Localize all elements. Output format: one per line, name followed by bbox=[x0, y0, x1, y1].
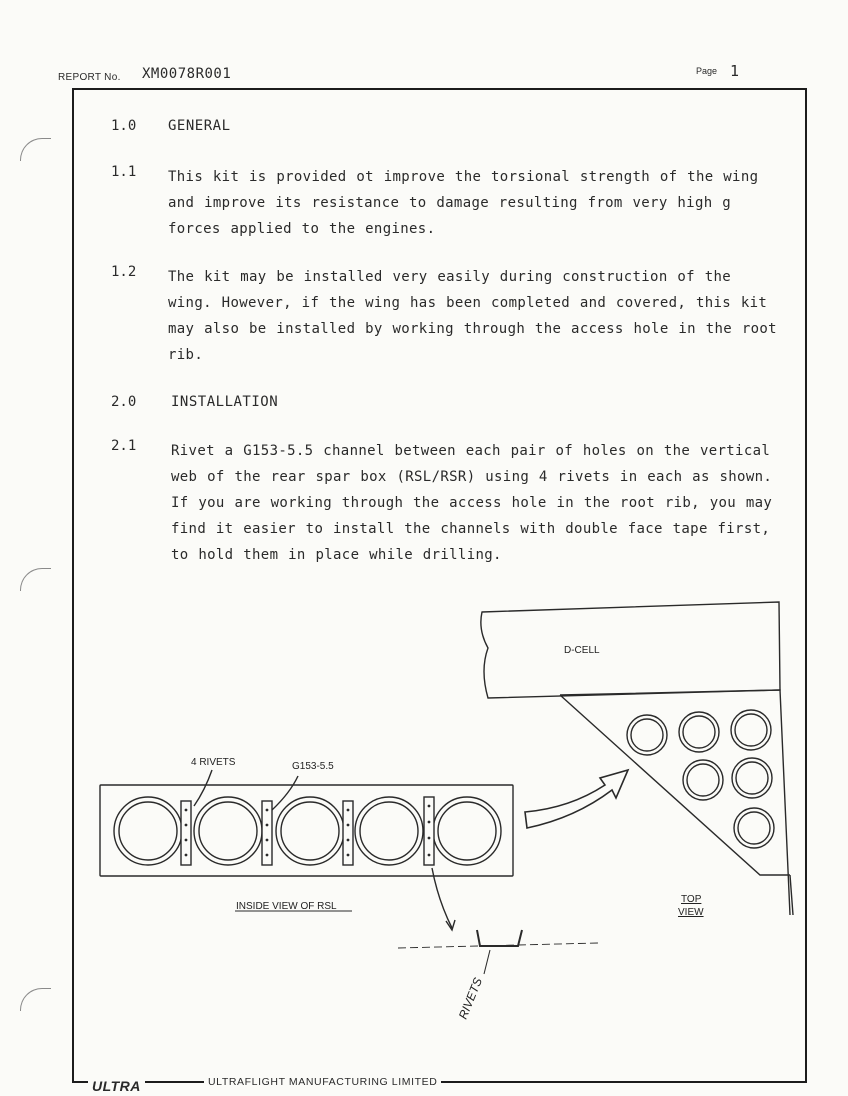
d-cell-outline bbox=[481, 602, 780, 698]
label-top-view-1: TOP bbox=[681, 894, 702, 905]
channels bbox=[181, 797, 434, 865]
section-number: 1.0 bbox=[111, 118, 137, 134]
paragraph-number: 2.1 bbox=[111, 438, 137, 454]
spar-hole bbox=[433, 797, 501, 865]
label-top-view-2: VIEW bbox=[678, 907, 704, 918]
report-number-label: REPORT No. bbox=[58, 72, 121, 83]
paragraph-text: Rivet a G153-5.5 channel between each pair of holes on the vertical web of the rear spar box (RSL/RSR) using 4 rivets in each as shown. If you are working through the access hole in the root rib, you may find it easier to install the channels with double face tape first, to hold them in place while drilling. bbox=[171, 443, 773, 563]
top-hole bbox=[683, 760, 723, 800]
section-arrow bbox=[432, 868, 452, 928]
ultra-logo: ULTRA bbox=[88, 1078, 145, 1094]
section-title: GENERAL bbox=[168, 118, 231, 134]
channel-section bbox=[477, 930, 522, 946]
view-arrow bbox=[525, 770, 628, 828]
label-inside-view: INSIDE VIEW OF RSL bbox=[236, 901, 337, 912]
paragraph-text: This kit is provided ot improve the torsional strength of the wing and improve its resistance to damage resulting from very high g forces applied to the engines. bbox=[168, 169, 759, 237]
company-name: ULTRAFLIGHT MANUFACTURING LIMITED bbox=[204, 1076, 441, 1088]
label-d-cell: D-CELL bbox=[564, 645, 600, 656]
top-hole bbox=[679, 712, 719, 752]
spar-hole bbox=[194, 797, 262, 865]
paragraph-text: The kit may be installed very easily during construction of the wing. However, if the wing has been completed and covered, this kit may also be installed by working through the access hole in the root rib. bbox=[168, 269, 777, 363]
paragraph-number: 1.2 bbox=[111, 264, 137, 280]
label-channel: G153-5.5 bbox=[292, 761, 334, 772]
spar-hole bbox=[276, 797, 344, 865]
top-view-holes bbox=[627, 710, 774, 848]
top-hole bbox=[734, 808, 774, 848]
spar-holes bbox=[114, 797, 501, 865]
paragraph-number: 1.1 bbox=[111, 164, 137, 180]
report-number: XM0078R001 bbox=[142, 66, 232, 82]
rib-end bbox=[790, 875, 793, 915]
section-title: INSTALLATION bbox=[171, 394, 279, 410]
channel-leader bbox=[272, 776, 298, 810]
section-line bbox=[398, 943, 598, 948]
label-4-rivets: 4 RIVETS bbox=[191, 757, 236, 768]
label-rivets-handwritten: RIVETS bbox=[455, 975, 486, 1022]
top-hole bbox=[627, 715, 667, 755]
top-hole bbox=[732, 758, 772, 798]
spar-hole bbox=[355, 797, 423, 865]
page-number: 1 bbox=[730, 62, 740, 80]
spar-hole bbox=[114, 797, 182, 865]
top-hole bbox=[731, 710, 771, 750]
page-label: Page bbox=[696, 66, 718, 76]
rivets-leader bbox=[194, 770, 212, 806]
section-number: 2.0 bbox=[111, 394, 137, 410]
